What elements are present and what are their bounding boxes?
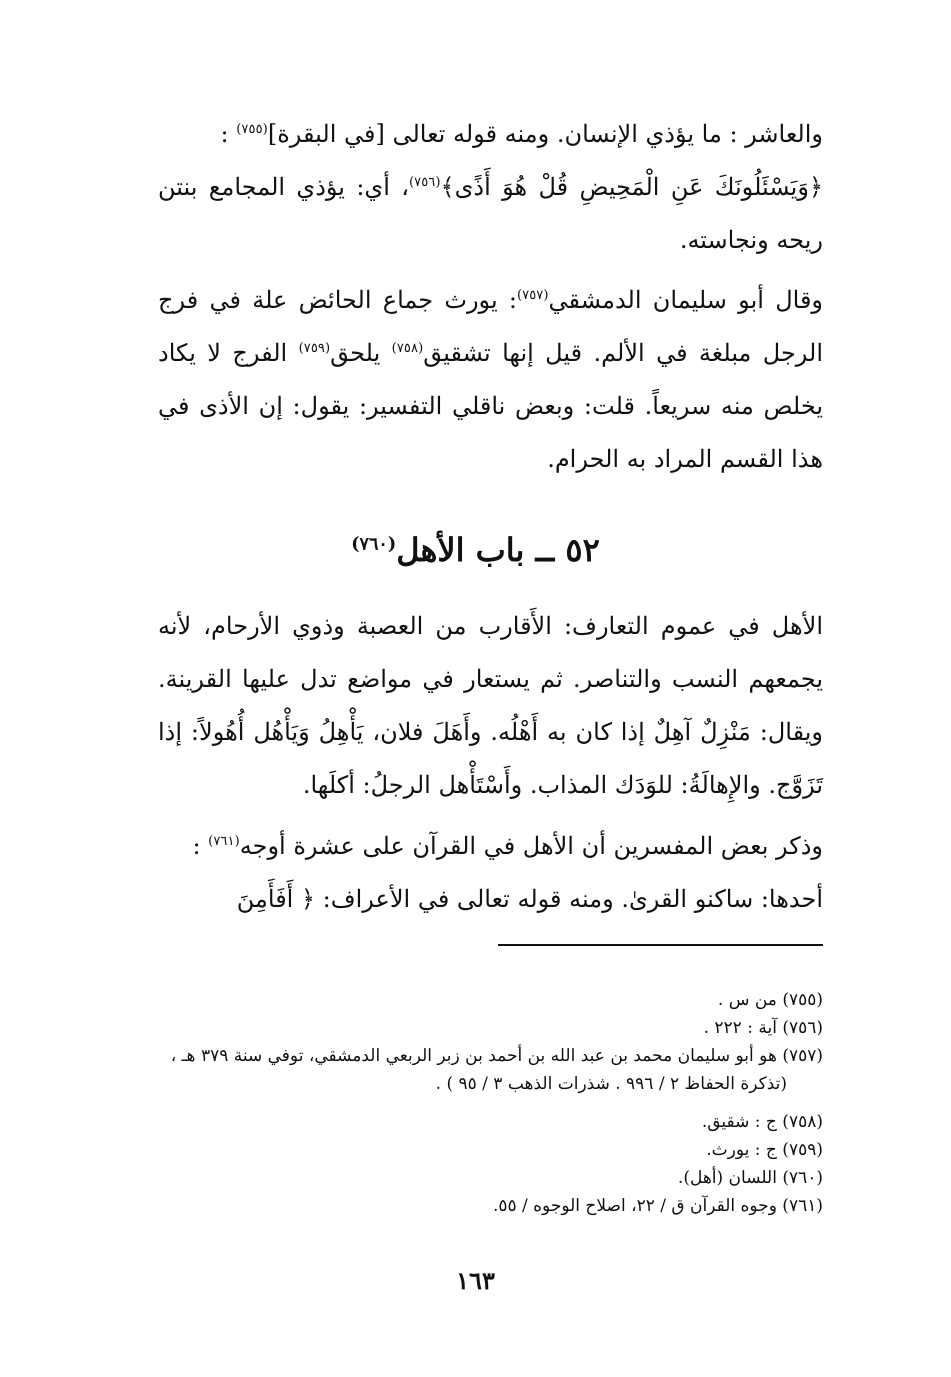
footnote-755: (٧٥٥) من س . [717, 990, 823, 1010]
footnote-757: (٧٥٧) هو أبو سليمان محمد بن عبد الله بن أحمد بن زبر الربعي الدمشقي، توفي سنة ٣٧٩ هـ ، [170, 1046, 823, 1066]
page-number: ١٦٣ [456, 1266, 495, 1295]
text-segment: والعاشر : ما يؤذي الإنسان. ومنه قوله تعالى [في البقرة] [267, 120, 823, 148]
text-segment: الفرج لا يكاد يخلص منه سريعاً. قلت: وبعض ناقلي التفسير: يقول: إن الأذى في هذا القسم المراد به الحرام. [158, 339, 823, 473]
text-segment: ، أي: يؤذي المجامع بنتن ريحه ونجاسته. [158, 173, 823, 254]
chapter-heading [0, 520, 951, 580]
paragraph-text [158, 161, 823, 267]
footnote-758: (٧٥٨) ج : شقيق. [701, 1112, 823, 1132]
paragraph-text: الأهل في عموم التعارف: الأَقارب من العصبة وذوي الأرحام، لأنه يجمعهم النسب والتناصر. ثم يستعار في مواضع تدل عليها القرينة. ويقال: مَنْزِلٌ آهِلٌ إذا كان به أَهْلُه. وأَهَلَ فلان، يَأْهِلُ وَيَأْهُل أُهُولاً: إذا تَزَوَّج. والإِهالَةُ: للوَدَك المذاب. وأَسْتَأْهل الرجلُ: أكلَها. [158, 612, 823, 799]
paragraph-text [158, 108, 823, 161]
footnote-divider [498, 944, 823, 946]
footnote-757-continuation: (تذكرة الحفاظ ٢ / ٩٩٦ . شذرات الذهب ٣ / ٩٥ ) . [435, 1074, 787, 1094]
footnotes [140, 986, 823, 1220]
heading-text: ٥٢ ــ باب الأهل [396, 531, 600, 569]
footnote-ref: (٧٥٧) [516, 288, 549, 303]
paragraph-text [158, 274, 823, 486]
footnote-ref: (٧٥٦) [408, 175, 441, 190]
text-segment: وقال أبو سليمان الدمشقي [548, 286, 824, 314]
footnote-ref: (٧٥٥) [236, 122, 268, 137]
footnote-761: (٧٦١) وجوه القرآن ق / ٢٢، اصلاح الوجوه / ٥٥. [492, 1196, 823, 1216]
text-segment: : [192, 832, 209, 860]
quran-quote: ﴿وَيَسْئَلُونَكَ عَنِ الْمَحِيضِ قُلْ هُوَ أَذًى﴾ [440, 173, 824, 201]
paragraph-abu-sulayman [158, 274, 823, 486]
paragraph-tenth-meaning [158, 108, 823, 267]
text-segment: : [220, 120, 237, 148]
footnote-760: (٧٦٠) اللسان (أهل). [677, 1168, 823, 1188]
footnote-759: (٧٥٩) ج : يورث. [706, 1140, 823, 1160]
text-segment: : يورث جماع الحائض علة في فرج الرجل مبلغة في الألم. قيل إنها تشقيق [158, 286, 824, 367]
paragraph-text [158, 820, 823, 873]
spacer [140, 1098, 823, 1108]
footnote-ref: (٧٦١) [208, 834, 240, 849]
paragraph-text: أحدها: ساكنو القرىٰ. ومنه قوله تعالى في الأعراف: ﴿ أَفَأَمِنَ [236, 885, 823, 913]
footnote-ref: (٧٦٠) [351, 533, 397, 555]
footnote-756: (٧٥٦) آية : ٢٢٢ . [703, 1018, 823, 1038]
footnote-ref: (٧٥٨) [391, 341, 424, 356]
paragraph-ten-meanings [158, 820, 823, 926]
paragraph-definition [158, 600, 823, 812]
text-segment: يلحق [330, 339, 392, 367]
footnote-ref: (٧٥٩) [298, 341, 331, 356]
text-segment: وذكر بعض المفسرين أن الأهل في القرآن على عشرة أوجه [239, 832, 823, 860]
